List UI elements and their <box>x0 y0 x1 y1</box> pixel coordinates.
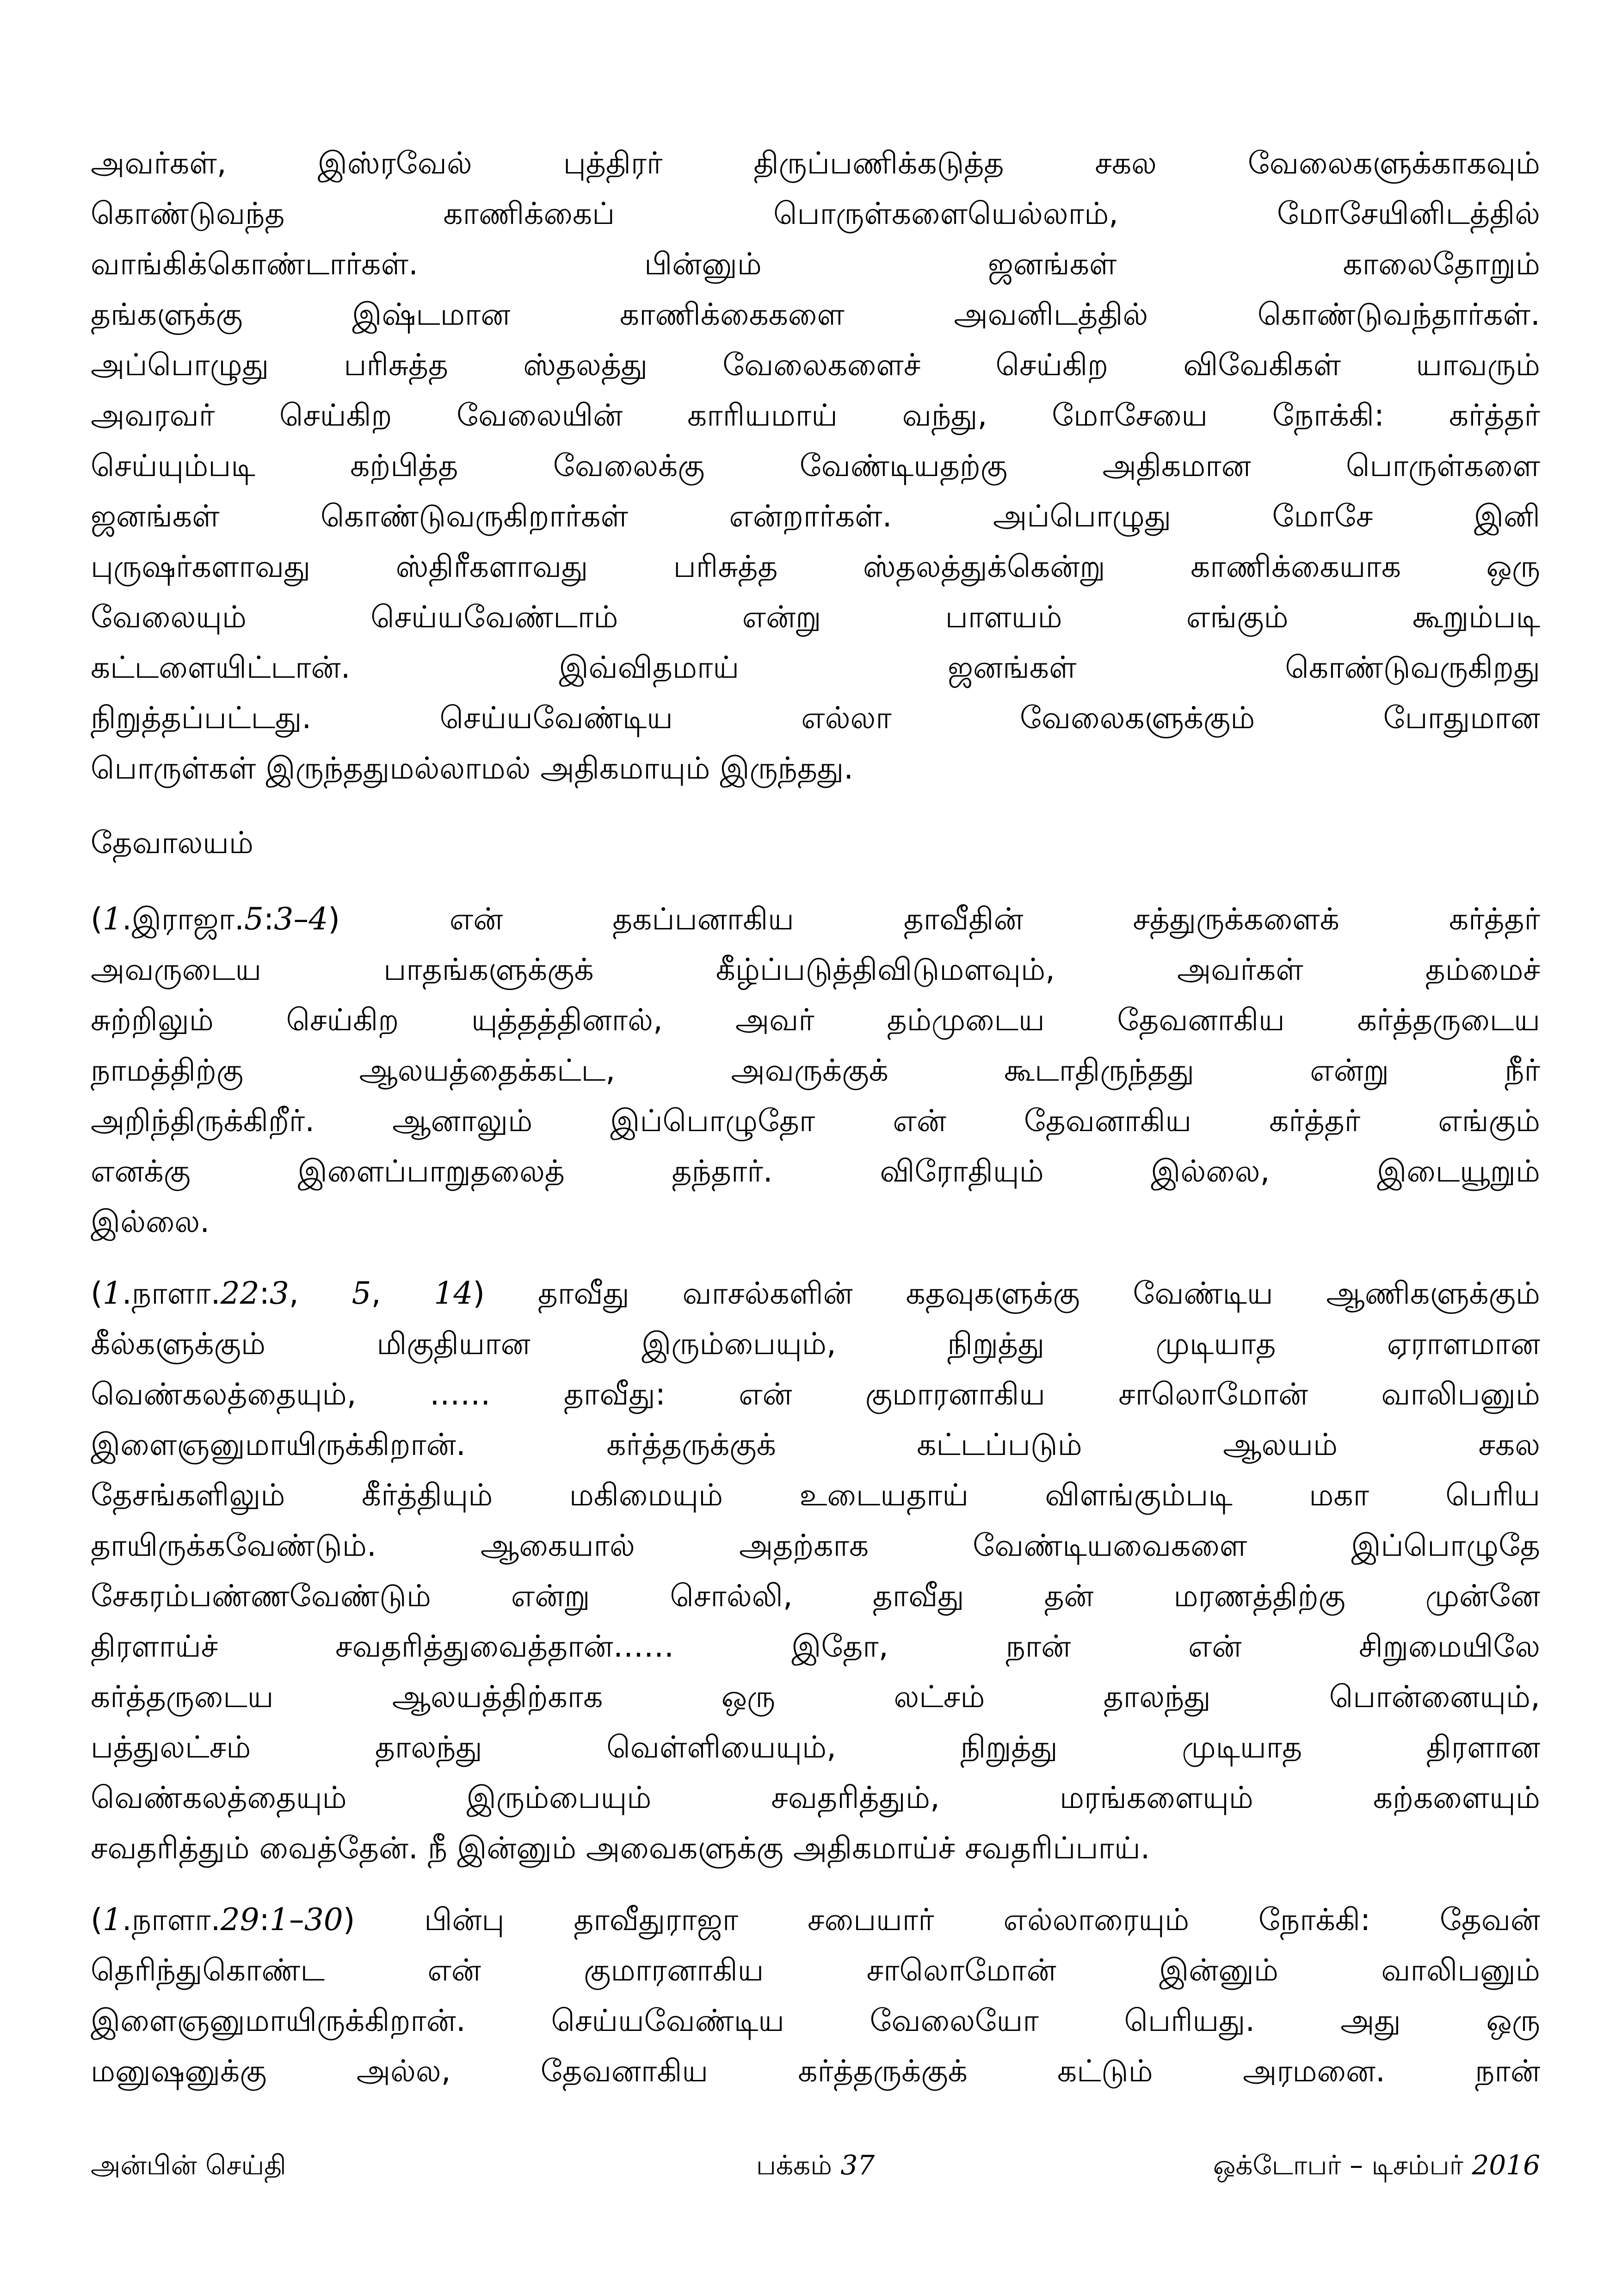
text-line: இல்லை. <box>91 1204 210 1239</box>
text-line: கீல்களுக்கும் மிகுதியான இரும்பையும், நிறுத்து முடியாத ஏராளமான <box>91 1326 1540 1362</box>
text-line: அவர்கள், இஸ்ரவேல் புத்திரர் திருப்பணிக்கடுத்த சகல வேலைகளுக்காகவும் <box>91 145 1540 181</box>
text-line: கொண்டுவந்த காணிக்கைப் பொருள்களையெல்லாம், மோசேயினிடத்தில் <box>91 196 1540 231</box>
text-content <box>91 138 1540 2117</box>
text-line: சுற்றிலும் செய்கிற யுத்தத்தினால், அவர் தம்முடைய தேவனாகிய கர்த்தருடைய <box>91 1002 1540 1038</box>
text-line: தங்களுக்கு இஷ்டமான காணிக்கைகளை அவனிடத்தில் கொண்டுவந்தார்கள். <box>91 297 1540 332</box>
section-heading: தேவாலயம் <box>91 825 253 860</box>
paragraph-2 <box>91 894 1540 1247</box>
text-line: (1.நாளா.22:3, 5, 14) தாவீது வாசல்களின் கதவுகளுக்கு வேண்டிய ஆணிகளுக்கும் <box>91 1275 1541 1311</box>
text-line: அறிந்திருக்கிறீர். ஆனாலும் இப்பொழுதோ என் தேவனாகிய கர்த்தர் எங்கும் <box>91 1103 1540 1139</box>
text-line: தாயிருக்கவேண்டும். ஆகையால் அதற்காக வேண்டியவைகளை இப்பொழுதே <box>91 1528 1540 1563</box>
text-line: வாங்கிக்கொண்டார்கள். பின்னும் ஜனங்கள் காலைதோறும் <box>91 246 1540 282</box>
footer-issue-date: ஒக்டோபர் – டிசம்பர் 2016 <box>1213 2149 1540 2181</box>
text-line: நாமத்திற்கு ஆலயத்தைக்கட்ட, அவருக்குக் கூடாதிருந்தது என்று நீர் <box>91 1052 1540 1088</box>
text-line: ஜனங்கள் கொண்டுவருகிறார்கள் என்றார்கள். அப்பொழுது மோசே இனி <box>91 498 1540 534</box>
paragraph-4 <box>91 1894 1540 2096</box>
text-line: சவதரித்தும் வைத்தேன். நீ இன்னும் அவைகளுக்கு அதிகமாய்ச் சவதரிப்பாய். <box>91 1830 1150 1866</box>
text-line: இளைஞனுமாயிருக்கிறான். செய்யவேண்டிய வேலையோ பெரியது. அது ஒரு <box>91 2003 1540 2038</box>
paragraph-3 <box>91 1268 1540 1873</box>
footer-page-number: பக்கம் 37 <box>756 2149 875 2181</box>
text-line: தெரிந்துகொண்ட என் குமாரனாகிய சாலொமோன் இன்னும் வாலிபனும் <box>91 1952 1540 1988</box>
text-line: வெண்கலத்தையும், …… தாவீது: என் குமாரனாகிய சாலொமோன் வாலிபனும் <box>91 1376 1540 1412</box>
text-line: (1.இராஜா.5:3–4) என் தகப்பனாகிய தாவீதின் சத்துருக்களைக் கர்த்தர் <box>91 901 1540 937</box>
text-line: திரளாய்ச் சவதரித்துவைத்தான்…… இதோ, நான் என் சிறுமையிலே <box>91 1628 1540 1664</box>
page-footer <box>91 2147 1540 2184</box>
text-line: செய்யும்படி கற்பித்த வேலைக்கு வேண்டியதற்கு அதிகமான பொருள்களை <box>91 448 1540 483</box>
text-line: அப்பொழுது பரிசுத்த ஸ்தலத்து வேலைகளைச் செய்கிற விவேகிகள் யாவரும் <box>91 347 1540 383</box>
text-line: பத்துலட்சம் தாலந்து வெள்ளியையும், நிறுத்து முடியாத திரளான <box>91 1729 1540 1765</box>
text-line: (1.நாளா.29:1–30) பின்பு தாவீதுராஜா சபையார் எல்லாரையும் நோக்கி: தேவன் <box>91 1902 1540 1937</box>
text-line: வேலையும் செய்யவேண்டாம் என்று பாளயம் எங்கும் கூறும்படி <box>91 599 1540 635</box>
text-line: தேசங்களிலும் கீர்த்தியும் மகிமையும் உடையதாய் விளங்கும்படி மகா பெரிய <box>91 1477 1540 1513</box>
text-line: இளைஞனுமாயிருக்கிறான். கர்த்தருக்குக் கட்டப்படும் ஆலயம் சகல <box>91 1427 1540 1462</box>
text-line: வெண்கலத்தையும் இரும்பையும் சவதரித்தும், மரங்களையும் கற்களையும் <box>91 1780 1540 1815</box>
text-line: அவரவர் செய்கிற வேலையின் காரியமாய் வந்து, மோசேயை நோக்கி: கர்த்தர் <box>91 397 1540 433</box>
text-line: பொருள்கள் இருந்ததுமல்லாமல் அதிகமாயும் இருந்தது. <box>91 750 854 786</box>
text-line: சேகரம்பண்ணவேண்டும் என்று சொல்லி, தாவீது தன் மரணத்திற்கு முன்னே <box>91 1578 1540 1614</box>
text-line: நிறுத்தப்பட்டது. செய்யவேண்டிய எல்லா வேலைகளுக்கும் போதுமான <box>91 700 1540 736</box>
footer-magazine-title: அன்பின் செய்தி <box>91 2149 286 2181</box>
text-line: கட்டளையிட்டான். இவ்விதமாய் ஜனங்கள் கொண்டுவருகிறது <box>91 650 1540 685</box>
text-line: கர்த்தருடைய ஆலயத்திற்காக ஒரு லட்சம் தாலந்து பொன்னையும், <box>91 1679 1540 1714</box>
paragraph-1 <box>91 138 1540 793</box>
text-line: எனக்கு இளைப்பாறுதலைத் தந்தார். விரோதியும் இல்லை, இடையூறும் <box>91 1153 1540 1189</box>
text-line: மனுஷனுக்கு அல்ல, தேவனாகிய கர்த்தருக்குக் கட்டும் அரமனை. நான் <box>91 2053 1540 2089</box>
text-line: அவருடைய பாதங்களுக்குக் கீழ்ப்படுத்திவிடுமளவும், அவர்கள் தம்மைச் <box>91 952 1540 987</box>
text-line: புருஷர்களாவது ஸ்திரீகளாவது பரிசுத்த ஸ்தலத்துக்கென்று காணிக்கையாக ஒரு <box>91 549 1540 584</box>
